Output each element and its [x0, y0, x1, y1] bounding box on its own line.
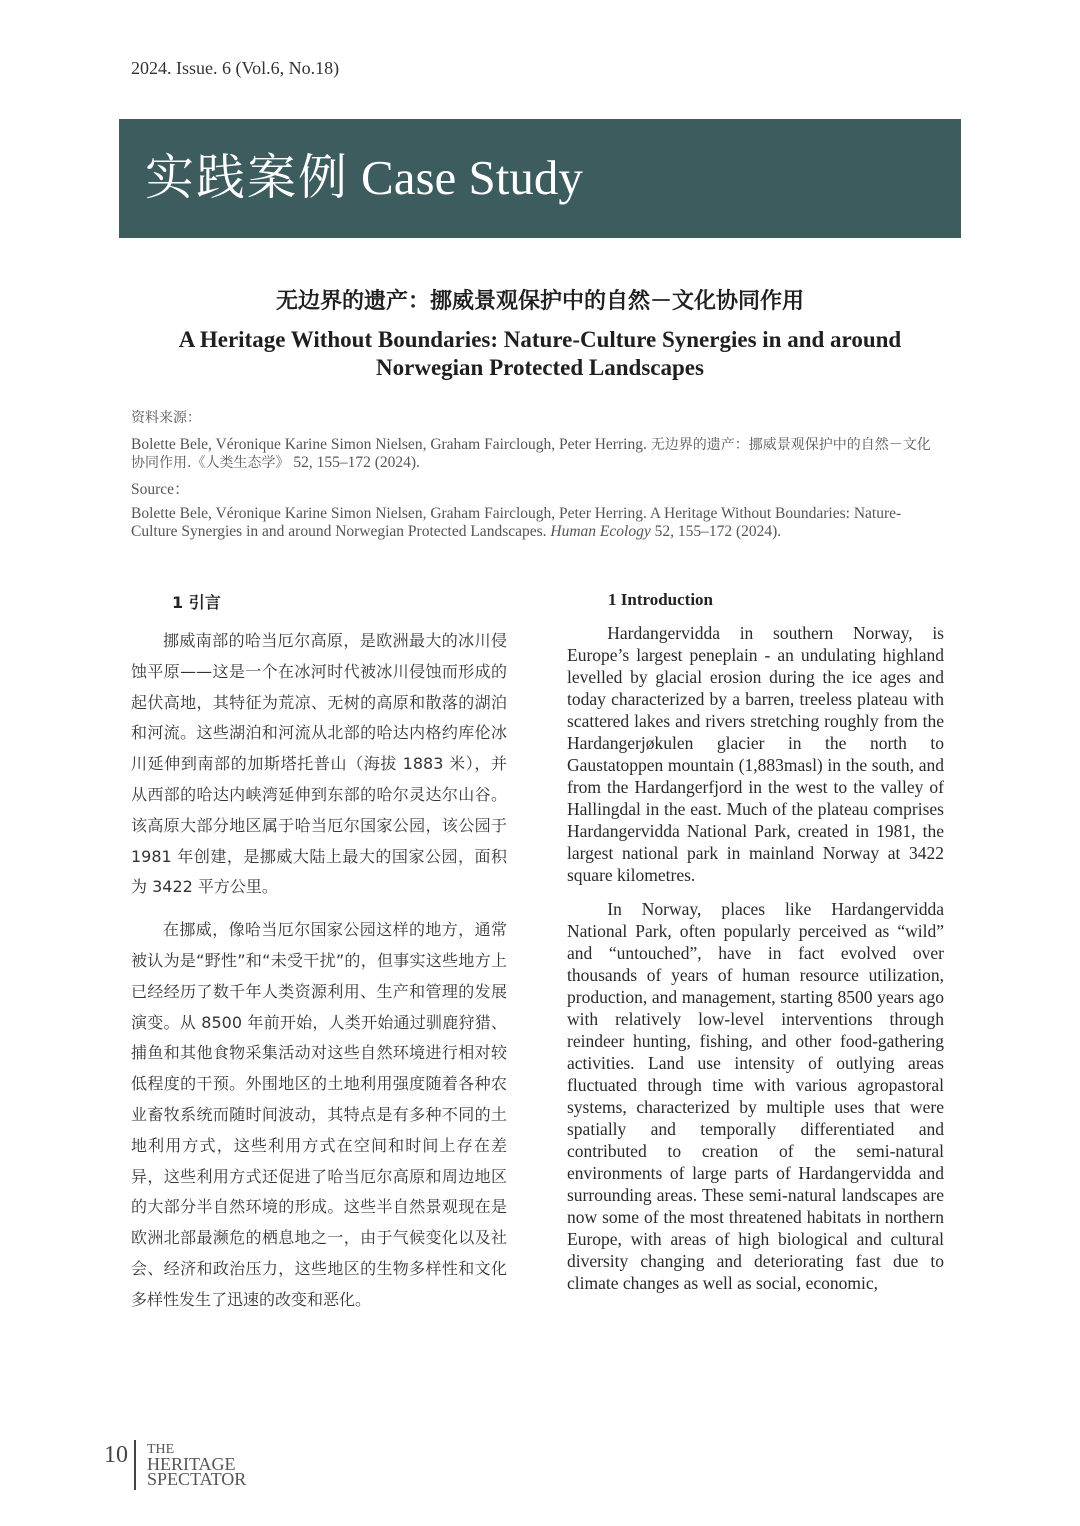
- section-heading-zh: 1 引言: [172, 593, 221, 612]
- source-citation-zh-title: 无边界的遗产：挪威景观保护中的自然－文化协同作用: [131, 437, 931, 471]
- source-citation-zh-tail: 52, 155–172 (2024).: [293, 454, 420, 471]
- article-title-zh: 无边界的遗产：挪威景观保护中的自然－文化协同作用: [275, 289, 804, 314]
- article-title-en: A Heritage Without Boundaries: Nature-Culture Synergies in and around Norwegian Protected Landscapes: [178, 327, 902, 380]
- body-column-en: [567, 622, 944, 1306]
- banner-title-zh: 实践案例: [145, 149, 350, 206]
- banner-title: [145, 145, 583, 211]
- paragraph-en-1: Hardangervidda in southern Norway, is Europe’s largest peneplain - an undulating highland levelled by glacial erosion during the ice ages and today characterized by a barren, treeless plateau with scattered lakes and rivers stretching roughly from the Hardangerjøkulen glacier in the north to Gaustatoppen mountain (1,883masl) in the south, and from the Hardangerfjord in the west to the valley of Hallingdal in the east. Much of the plateau comprises Hardangervidda National Park, created in 1981, the largest national park in mainland Norway at 3422 square kilometres.: [567, 623, 944, 885]
- section-heading-en: 1 Introduction: [608, 590, 714, 609]
- source-citation-zh-journal: .《人类生态学》: [187, 455, 290, 471]
- logo-line-1: THE: [147, 1442, 175, 1457]
- logo-line-3: SPECTATOR: [147, 1469, 247, 1489]
- issue-label: 2024. Issue. 6 (Vol.6, No.18): [131, 58, 340, 78]
- source-label-en: Source：: [131, 481, 190, 498]
- source-citation-en-journal: Human Ecology: [550, 523, 651, 540]
- paragraph-zh-2: 在挪威，像哈当厄尔国家公园这样的地方，通常被认为是“野性”和“未受干扰”的，但事实这些地方上已经经历了数千年人类资源利用、生产和管理的发展演变。从 8500 年前开始，人类开始通过驯鹿狩猎、捕鱼和其他食物采集活动对这些自然环境进行相对较低程度的干预。外围地区的土地利用强度随着各种农业畜牧系统而随时间波动，其特点是有多种不同的土地利用方式，这些利用方式在空间和时间上存在差异，这些利用方式还促进了哈当厄尔高原和周边地区的大部分半自然环境的形成。这些半自然景观现在是欧洲北部最濒危的栖息地之一，由于气候变化以及社会、经济和政治压力，这些地区的生物多样性和文化多样性发生了迅速的改变和恶化。: [131, 920, 507, 1309]
- source-citation-zh: [131, 436, 943, 472]
- banner-title-en: Case Study: [361, 150, 583, 205]
- body-column-zh: [131, 626, 507, 1328]
- section-banner: [119, 119, 961, 238]
- source-citation-en-tail: 52, 155–172 (2024).: [654, 523, 782, 540]
- paragraph-en-2: In Norway, places like Hardangervidda National Park, often popularly perceived as “wild” and “untouched”, have in fact evolved over thousands of years of human resource utilization, production, and management, starting 8500 years ago with relatively low-level interventions through reindeer hunting, fishing, and other food-gathering activities. Land use intensity of outlying areas fluctuated through time with various agropastoral systems, characterized by multiple uses that were spatially and temporally differentiated and contributed to creation of the semi-natural environments of large parts of Hardangervidda and surrounding areas. These semi-natural landscapes are now some of the most threatened habitats in northern Europe, with areas of high biological and cultural diversity changing and deteriorating fast due to climate changes as well as social, economic,: [567, 899, 944, 1293]
- logo-line-2: HERITAGE: [147, 1454, 236, 1474]
- page-number: 10: [104, 1442, 128, 1468]
- publication-logo: [147, 1442, 246, 1487]
- source-citation-en-main: Bolette Bele, Véronique Karine Simon Nielsen, Graham Fairclough, Peter Herring. A Heritage Without Boundaries: Nature-Culture Synergies in and around Norwegian Protected Landscapes.: [131, 505, 902, 540]
- footer-divider: [134, 1440, 136, 1490]
- source-citation-en: [131, 505, 943, 541]
- source-label-zh: 资料来源：: [131, 410, 201, 426]
- paragraph-zh-1: 挪威南部的哈当厄尔高原，是欧洲最大的冰川侵蚀平原——这是一个在冰河时代被冰川侵蚀而形成的起伏高地，其特征为荒凉、无树的高原和散落的湖泊和河流。这些湖泊和河流从北部的哈达内格约库伦冰川延伸到南部的加斯塔托普山（海拔 1883 米），并从西部的哈达内峡湾延伸到东部的哈尔灵达尔山谷。该高原大部分地区属于哈当厄尔国家公园，该公园于 1981 年创建，是挪威大陆上最大的国家公园，面积为 3422 平方公里。: [131, 631, 507, 897]
- source-citation-zh-authors: Bolette Bele, Véronique Karine Simon Nielsen, Graham Fairclough, Peter Herring.: [131, 436, 647, 453]
